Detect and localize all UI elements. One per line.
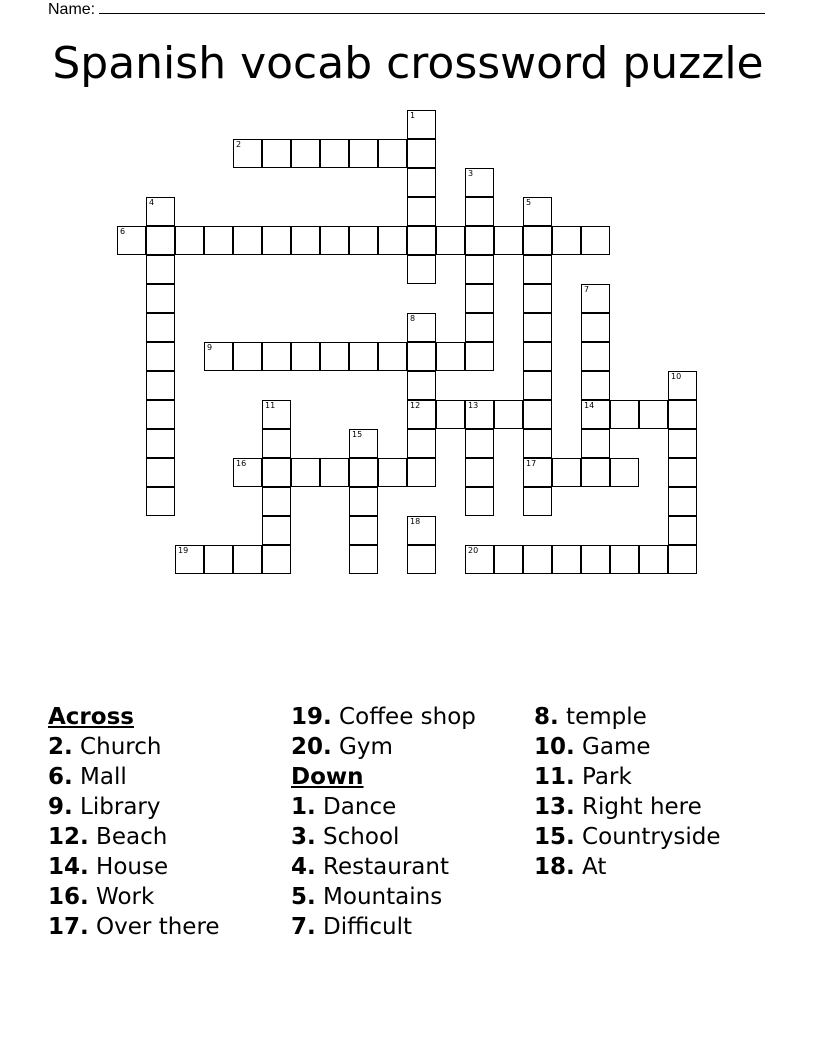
grid-cell[interactable] [349, 487, 378, 516]
grid-cell[interactable] [320, 226, 349, 255]
clue-item-text: House [88, 854, 169, 880]
clue-item-text: Right here [574, 794, 702, 820]
grid-cell[interactable] [581, 342, 610, 371]
grid-cell[interactable] [378, 342, 407, 371]
grid-cell[interactable] [204, 226, 233, 255]
clue-item [48, 792, 220, 822]
clue-number: 15 [352, 430, 363, 439]
grid-cell[interactable] [668, 458, 697, 487]
grid-cell[interactable] [552, 226, 581, 255]
clue-number: 5 [526, 198, 532, 207]
clue-item-text: Game [574, 734, 651, 760]
grid-cell[interactable] [291, 226, 320, 255]
clue-column-1 [48, 702, 220, 942]
clue-item [291, 732, 476, 762]
grid-cell[interactable] [610, 400, 639, 429]
clue-item [48, 822, 220, 852]
grid-cell[interactable] [465, 284, 494, 313]
clue-item-text: Countryside [574, 824, 721, 850]
clue-item-number: 17. [48, 914, 89, 940]
clue-item-number: 11. [534, 764, 575, 790]
clue-item-text: Church [72, 734, 162, 760]
grid-cell[interactable] [233, 545, 262, 574]
clue-item-number: 8. [534, 704, 559, 730]
grid-cell[interactable] [552, 458, 581, 487]
grid-cell[interactable] [146, 458, 175, 487]
grid-cell[interactable] [146, 313, 175, 342]
grid-cell[interactable] [291, 458, 320, 487]
clue-number: 1 [410, 111, 416, 120]
grid-cell[interactable] [523, 429, 552, 458]
clue-number: 12 [410, 401, 421, 410]
grid-cell[interactable] [668, 429, 697, 458]
grid-cell[interactable] [349, 429, 378, 458]
clue-item-text: Restaurant [315, 854, 449, 880]
clue-item [291, 822, 476, 852]
grid-cell[interactable] [552, 545, 581, 574]
grid-cell[interactable] [233, 458, 262, 487]
clue-item [291, 912, 476, 942]
clue-item-number: 10. [534, 734, 575, 760]
clue-item-number: 1. [291, 794, 316, 820]
grid-cell[interactable] [465, 255, 494, 284]
grid-cell[interactable] [523, 371, 552, 400]
grid-cell[interactable] [349, 458, 378, 487]
grid-cell[interactable] [581, 458, 610, 487]
grid-cell[interactable] [407, 400, 436, 429]
clue-item-text: Mall [72, 764, 127, 790]
grid-cell[interactable] [407, 197, 436, 226]
clue-item [534, 732, 721, 762]
grid-cell[interactable] [146, 342, 175, 371]
grid-cell[interactable] [407, 168, 436, 197]
grid-cell[interactable] [523, 400, 552, 429]
grid-cell[interactable] [175, 226, 204, 255]
grid-cell[interactable] [581, 313, 610, 342]
clue-number: 17 [526, 459, 537, 468]
clue-number: 16 [236, 459, 247, 468]
clue-number: 2 [236, 140, 242, 149]
clue-item [534, 792, 721, 822]
grid-cell[interactable] [262, 487, 291, 516]
grid-cell[interactable] [175, 545, 204, 574]
grid-cell[interactable] [523, 255, 552, 284]
grid-cell[interactable] [146, 197, 175, 226]
grid-cell[interactable] [465, 168, 494, 197]
clue-item-text: Gym [331, 734, 393, 760]
grid-cell[interactable] [262, 516, 291, 545]
clue-item [48, 852, 220, 882]
grid-cell[interactable] [523, 226, 552, 255]
grid-cell[interactable] [407, 516, 436, 545]
grid-cell[interactable] [465, 342, 494, 371]
grid-cell[interactable] [262, 545, 291, 574]
clue-number: 9 [207, 343, 213, 352]
grid-cell[interactable] [146, 371, 175, 400]
grid-cell[interactable] [407, 545, 436, 574]
clue-item-number: 16. [48, 884, 89, 910]
name-label: Name: [48, 1, 96, 18]
clue-number: 10 [671, 372, 682, 381]
grid-cell[interactable] [523, 284, 552, 313]
clue-item-text: Beach [88, 824, 168, 850]
grid-cell[interactable] [523, 342, 552, 371]
grid-cell[interactable] [204, 342, 233, 371]
grid-cell[interactable] [291, 342, 320, 371]
clue-item-number: 15. [534, 824, 575, 850]
grid-cell[interactable] [407, 429, 436, 458]
grid-cell[interactable] [378, 139, 407, 168]
clue-item-text: Library [72, 794, 161, 820]
clue-item-number: 7. [291, 914, 316, 940]
grid-cell[interactable] [233, 226, 262, 255]
clue-item-text: Over there [88, 914, 220, 940]
clue-item-number: 13. [534, 794, 575, 820]
grid-cell[interactable] [146, 284, 175, 313]
clue-number: 13 [468, 401, 479, 410]
clue-column-2 [291, 702, 476, 942]
clue-item-number: 3. [291, 824, 316, 850]
grid-cell[interactable] [378, 458, 407, 487]
grid-cell[interactable] [204, 545, 233, 574]
page-title: Spanish vocab crossword puzzle [52, 38, 764, 89]
grid-cell[interactable] [668, 516, 697, 545]
clue-item-number: 5. [291, 884, 316, 910]
clue-number: 14 [584, 401, 595, 410]
clue-item [291, 882, 476, 912]
clue-item-text: Work [88, 884, 155, 910]
grid-cell[interactable] [465, 487, 494, 516]
grid-cell[interactable] [407, 371, 436, 400]
grid-cell[interactable] [668, 371, 697, 400]
grid-cell[interactable] [320, 139, 349, 168]
grid-cell[interactable] [146, 255, 175, 284]
clue-item [291, 702, 476, 732]
grid-cell[interactable] [349, 545, 378, 574]
grid-cell[interactable] [349, 342, 378, 371]
grid-cell[interactable] [465, 313, 494, 342]
grid-cell[interactable] [146, 226, 175, 255]
grid-cell[interactable] [581, 429, 610, 458]
grid-cell[interactable] [465, 429, 494, 458]
grid-cell[interactable] [233, 139, 262, 168]
clue-item-text: temple [558, 704, 647, 730]
grid-cell[interactable] [581, 284, 610, 313]
clue-item [291, 852, 476, 882]
grid-cell[interactable] [146, 400, 175, 429]
clue-item [534, 822, 721, 852]
clue-item-number: 2. [48, 734, 73, 760]
clue-item-number: 4. [291, 854, 316, 880]
grid-cell[interactable] [436, 400, 465, 429]
grid-cell[interactable] [262, 429, 291, 458]
clue-item-number: 6. [48, 764, 73, 790]
grid-cell[interactable] [407, 458, 436, 487]
grid-cell[interactable] [262, 458, 291, 487]
grid-cell[interactable] [639, 545, 668, 574]
grid-cell[interactable] [523, 197, 552, 226]
clue-item-number: 9. [48, 794, 73, 820]
clue-number: 7 [584, 285, 590, 294]
grid-cell[interactable] [668, 487, 697, 516]
grid-cell[interactable] [262, 342, 291, 371]
clue-number: 8 [410, 314, 416, 323]
clue-item [534, 702, 721, 732]
grid-cell[interactable] [465, 545, 494, 574]
grid-cell[interactable] [407, 313, 436, 342]
grid-cell[interactable] [146, 429, 175, 458]
grid-cell[interactable] [407, 139, 436, 168]
grid-cell[interactable] [465, 400, 494, 429]
clue-item [48, 912, 220, 942]
clue-item-number: 12. [48, 824, 89, 850]
clue-item-number: 20. [291, 734, 332, 760]
clue-column-3 [534, 702, 721, 882]
clue-number: 4 [149, 198, 155, 207]
clue-number: 18 [410, 517, 421, 526]
grid-cell[interactable] [610, 545, 639, 574]
clue-item-text: At [574, 854, 607, 880]
grid-cell[interactable] [407, 226, 436, 255]
clue-item-number: 19. [291, 704, 332, 730]
grid-cell[interactable] [146, 487, 175, 516]
clue-heading: Across [48, 704, 134, 730]
clue-item-text: Difficult [315, 914, 413, 940]
grid-cell[interactable] [523, 487, 552, 516]
grid-cell[interactable] [262, 226, 291, 255]
clue-number: 11 [265, 401, 276, 410]
grid-cell[interactable] [320, 342, 349, 371]
clue-number: 20 [468, 546, 479, 555]
grid-cell[interactable] [639, 400, 668, 429]
clue-item-text: Mountains [315, 884, 443, 910]
clue-item [48, 762, 220, 792]
clue-item-number: 14. [48, 854, 89, 880]
clue-number: 6 [120, 227, 126, 236]
grid-cell[interactable] [581, 371, 610, 400]
grid-cell[interactable] [494, 545, 523, 574]
grid-cell[interactable] [407, 342, 436, 371]
grid-cell[interactable] [494, 400, 523, 429]
grid-cell[interactable] [581, 226, 610, 255]
grid-cell[interactable] [407, 110, 436, 139]
grid-cell[interactable] [407, 255, 436, 284]
grid-cell[interactable] [581, 400, 610, 429]
clue-item [291, 792, 476, 822]
grid-cell[interactable] [668, 400, 697, 429]
grid-cell[interactable] [610, 458, 639, 487]
clue-number: 3 [468, 169, 474, 178]
grid-cell[interactable] [233, 342, 262, 371]
grid-cell[interactable] [523, 545, 552, 574]
grid-cell[interactable] [436, 342, 465, 371]
grid-cell[interactable] [523, 458, 552, 487]
clue-item [534, 852, 721, 882]
clue-number: 19 [178, 546, 189, 555]
grid-cell[interactable] [494, 226, 523, 255]
clue-item [48, 732, 220, 762]
grid-cell[interactable] [465, 458, 494, 487]
grid-cell[interactable] [262, 139, 291, 168]
clue-item-text: Coffee shop [331, 704, 476, 730]
grid-cell[interactable] [349, 516, 378, 545]
clue-item-text: School [315, 824, 400, 850]
grid-cell[interactable] [291, 139, 320, 168]
grid-cell[interactable] [523, 313, 552, 342]
grid-cell[interactable] [349, 139, 378, 168]
clue-item [48, 882, 220, 912]
clue-item-text: Park [574, 764, 632, 790]
grid-cell[interactable] [349, 226, 378, 255]
grid-cell[interactable] [262, 400, 291, 429]
grid-cell[interactable] [117, 226, 146, 255]
grid-cell[interactable] [378, 226, 407, 255]
clue-heading: Down [291, 764, 364, 790]
clue-item-text: Dance [315, 794, 397, 820]
grid-cell[interactable] [436, 226, 465, 255]
clue-item [534, 762, 721, 792]
clue-item-number: 18. [534, 854, 575, 880]
grid-cell[interactable] [465, 197, 494, 226]
grid-cell[interactable] [465, 226, 494, 255]
grid-cell[interactable] [320, 458, 349, 487]
grid-cell[interactable] [581, 545, 610, 574]
grid-cell[interactable] [668, 545, 697, 574]
